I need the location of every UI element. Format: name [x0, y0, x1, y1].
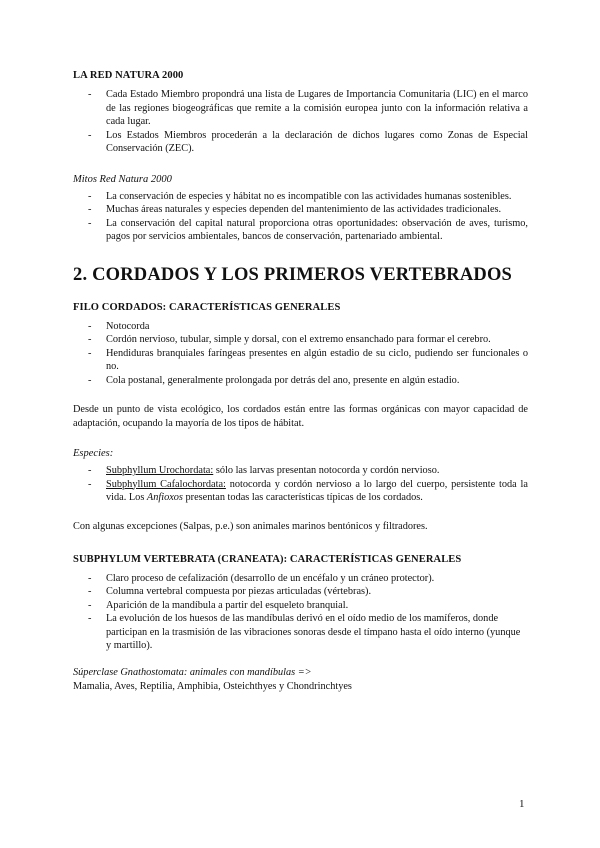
- list-item: - Los Estados Miembros procederán a la declaración de dichos lugares como Zonas de Especial Conservación (ZEC).: [73, 129, 528, 156]
- groups-line: Mamalia, Aves, Reptilia, Amphibia, Osteichthyes y Chondrinchtyes: [73, 680, 352, 692]
- cordados-list: [73, 320, 528, 388]
- list-item: [73, 464, 528, 478]
- heading-red-natura: LA RED NATURA 2000: [73, 70, 184, 81]
- list-item: - Hendiduras branquiales faríngeas presentes en algún estadio de su ciclo, pudiendo ser funcionales o no.: [73, 347, 528, 374]
- list-item: - Claro proceso de cefalización (desarrollo de un encéfalo y un cráneo protector).: [73, 572, 528, 586]
- heading-filo-cordados: FILO CORDADOS: CARACTERÍSTICAS GENERALES: [73, 301, 341, 313]
- page-content: [73, 70, 528, 694]
- item-text: presentan todas las características típicas de los cordados.: [182, 492, 423, 503]
- list-item: - Aparición de la mandíbula a partir del esqueleto branquial.: [73, 599, 528, 613]
- paragraph-excepciones: Con algunas excepciones (Salpas, p.e.) son animales marinos bentónicos y filtradores.: [73, 520, 428, 532]
- list-item: - La evolución de los huesos de las mandíbulas derivó en el oído medio de los mamíferos, donde participan en la trasmisión de las vibraciones sonoras desde el tímpano hasta el oído interno (yunque y martillo).: [73, 612, 528, 653]
- superclass-line: Súperclase Gnathostomata: animales con mandíbulas =>: [73, 666, 312, 678]
- term-urochordata: Subphyllum Urochordata:: [106, 465, 214, 476]
- list-item: - Muchas áreas naturales y especies dependen del mantenimiento de las actividades tradicionales.: [73, 203, 528, 217]
- red-natura-list: [73, 88, 528, 156]
- list-item: - Columna vertebral compuesta por piezas articuladas (vértebras).: [73, 585, 528, 599]
- heading-especies: Especies:: [73, 448, 114, 459]
- mitos-list: [73, 190, 528, 244]
- item-text: sólo las larvas presentan notocorda y cordón nervioso.: [213, 465, 440, 476]
- list-item: - Cordón nervioso, tubular, simple y dorsal, con el extremo ensanchado para formar el cerebro.: [73, 333, 528, 347]
- especies-list: [73, 464, 528, 505]
- page-number: 1: [519, 798, 525, 810]
- list-item: - Cada Estado Miembro propondrá una lista de Lugares de Importancia Comunitaria (LIC) en el marco de las regiones biogeográficas que remite a la comisión europea junto con la información relativa a cada lugar.: [73, 88, 528, 129]
- heading-vertebrata: SUBPHYLUM VERTEBRATA (CRANEATA): CARACTERÍSTICAS GENERALES: [73, 553, 462, 565]
- term-cafalochordata: Subphyllum Cafalochordata:: [106, 478, 226, 490]
- item-text: notocorda y cordón nervioso a lo largo del cuerpo, persistente toda la vida. Los: [106, 478, 528, 503]
- list-item: - Notocorda: [73, 320, 528, 334]
- list-item: - Cola postanal, generalmente prolongada por detrás del ano, presente en algún estadio.: [73, 374, 528, 388]
- list-item: [73, 478, 528, 505]
- paragraph-ecologico: Desde un punto de vista ecológico, los cordados están entre las formas orgánicas con mayor capacidad de adaptación, ocupando la mayoría de los tipos de hábitat.: [73, 404, 528, 429]
- vertebrata-list: [73, 572, 528, 653]
- chapter-title: 2. CORDADOS Y LOS PRIMEROS VERTEBRADOS: [73, 264, 513, 285]
- term-anfioxos: Anfioxos: [146, 492, 183, 503]
- list-item: - La conservación del capital natural proporciona otras oportunidades: observación de aves, turismo, pagos por servicios ambientales, bancos de conservación, partenariado ambiental.: [73, 217, 528, 244]
- list-item: - La conservación de especies y hábitat no es incompatible con las actividades humanas sostenibles.: [73, 190, 528, 204]
- heading-mitos: Mitos Red Natura 2000: [73, 173, 172, 185]
